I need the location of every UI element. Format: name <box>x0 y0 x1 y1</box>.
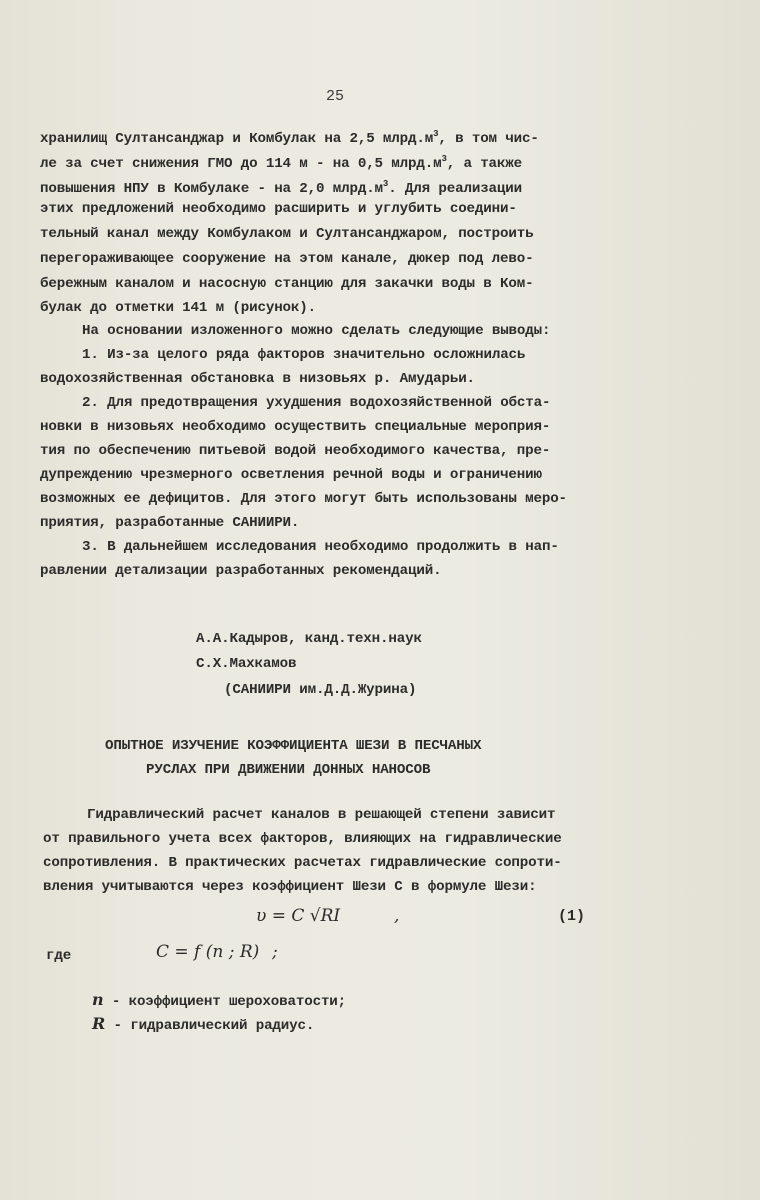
text-line: водохозяйственная обстановка в низовьях р. Амударьи. <box>40 371 475 387</box>
text-span: повышения НПУ в Комбулаке - на 2,0 млрд.м <box>40 181 383 197</box>
superscript: 3 <box>433 129 439 139</box>
text-span: ле за счет снижения ГМО до 114 м - на 0,5 млрд.м <box>40 156 442 172</box>
text-line: 1. Из-за целого ряда факторов значительно осложнилась <box>82 347 526 363</box>
formula-semicolon: ; <box>272 942 278 962</box>
text-span: , а также <box>446 156 523 172</box>
where-label: где <box>46 948 72 964</box>
equation-number: (1) <box>558 908 586 925</box>
symbol-n: n <box>92 990 104 1009</box>
article-title-line-1: ОПЫТНОЕ ИЗУЧЕНИЕ КОЭФФИЦИЕНТА ШЕЗИ В ПЕСЧАНЫХ <box>105 738 482 754</box>
page-number: 25 <box>326 88 345 105</box>
superscript: 3 <box>441 154 447 164</box>
superscript: 3 <box>382 179 389 189</box>
text-line: равлении детализации разработанных рекомендаций. <box>40 563 442 579</box>
text-line: бережным каналом и насосную станцию для закачки воды в Ком- <box>40 276 534 292</box>
text-line: вления учитываются через коэффициент Шези С в формуле Шези: <box>43 879 537 895</box>
text-line: этих предложений необходимо расширить и углубить соедини- <box>40 201 517 217</box>
text-line: булак до отметки 141 м (рисунок). <box>40 300 317 316</box>
definition-r <box>92 1014 314 1036</box>
text-line <box>40 149 522 174</box>
text-span: , в том чис- <box>438 131 539 147</box>
author-2: С.Х.Махкамов <box>196 656 297 672</box>
text-line: дупреждению чрезмерного осветления речной воды и ограничению <box>40 467 542 483</box>
text-span: . Для реализации <box>388 181 523 197</box>
text-line <box>40 174 522 199</box>
formula-comma: , <box>394 906 400 926</box>
text-line: от правильного учета всех факторов, влияющих на гидравлические <box>43 831 562 847</box>
formula-chezy-coefficient: C = f (n ; R) <box>156 942 260 962</box>
formula-chezy: υ = C √RI <box>256 906 341 926</box>
text-line: новки в низовьях необходимо осуществить специальные мероприя- <box>40 419 551 435</box>
definition-n <box>92 990 346 1012</box>
text-line: тия по обеспечению питьевой водой необходимого качества, пре- <box>40 443 551 459</box>
definition-text: - гидравлический радиус. <box>105 1018 315 1034</box>
text-line: сопротивления. В практических расчетах гидравлические сопроти- <box>43 855 562 871</box>
text-line: 3. В дальнейшем исследования необходимо продолжить в нап- <box>82 539 559 555</box>
definition-text: - коэффициент шероховатости; <box>103 994 347 1010</box>
affiliation: (САНИИРИ им.Д.Д.Журина) <box>224 682 417 698</box>
text-span: хранилищ Султансанджар и Комбулак на 2,5 млрд.м <box>40 131 434 147</box>
text-line: тельный канал между Комбулаком и Султансанджаром, построить <box>40 226 534 242</box>
article-title-line-2: РУСЛАХ ПРИ ДВИЖЕНИИ ДОННЫХ НАНОСОВ <box>146 762 431 778</box>
conclusions-intro: На основании изложенного можно сделать следующие выводы: <box>82 323 551 339</box>
text-line <box>40 124 539 149</box>
text-line: перегораживающее сооружение на этом канале, дюкер под лево- <box>40 251 534 267</box>
text-line: возможных ее дефицитов. Для этого могут быть использованы меро- <box>40 491 567 507</box>
text-line: Гидравлический расчет каналов в решающей степени зависит <box>87 807 556 823</box>
text-line: 2. Для предотвращения ухудшения водохозяйственной обста- <box>82 395 551 411</box>
text-line: приятия, разработанные САНИИРИ. <box>40 515 300 531</box>
author-1: А.А.Кадыров, канд.техн.наук <box>196 631 422 647</box>
symbol-r: R <box>92 1014 106 1033</box>
